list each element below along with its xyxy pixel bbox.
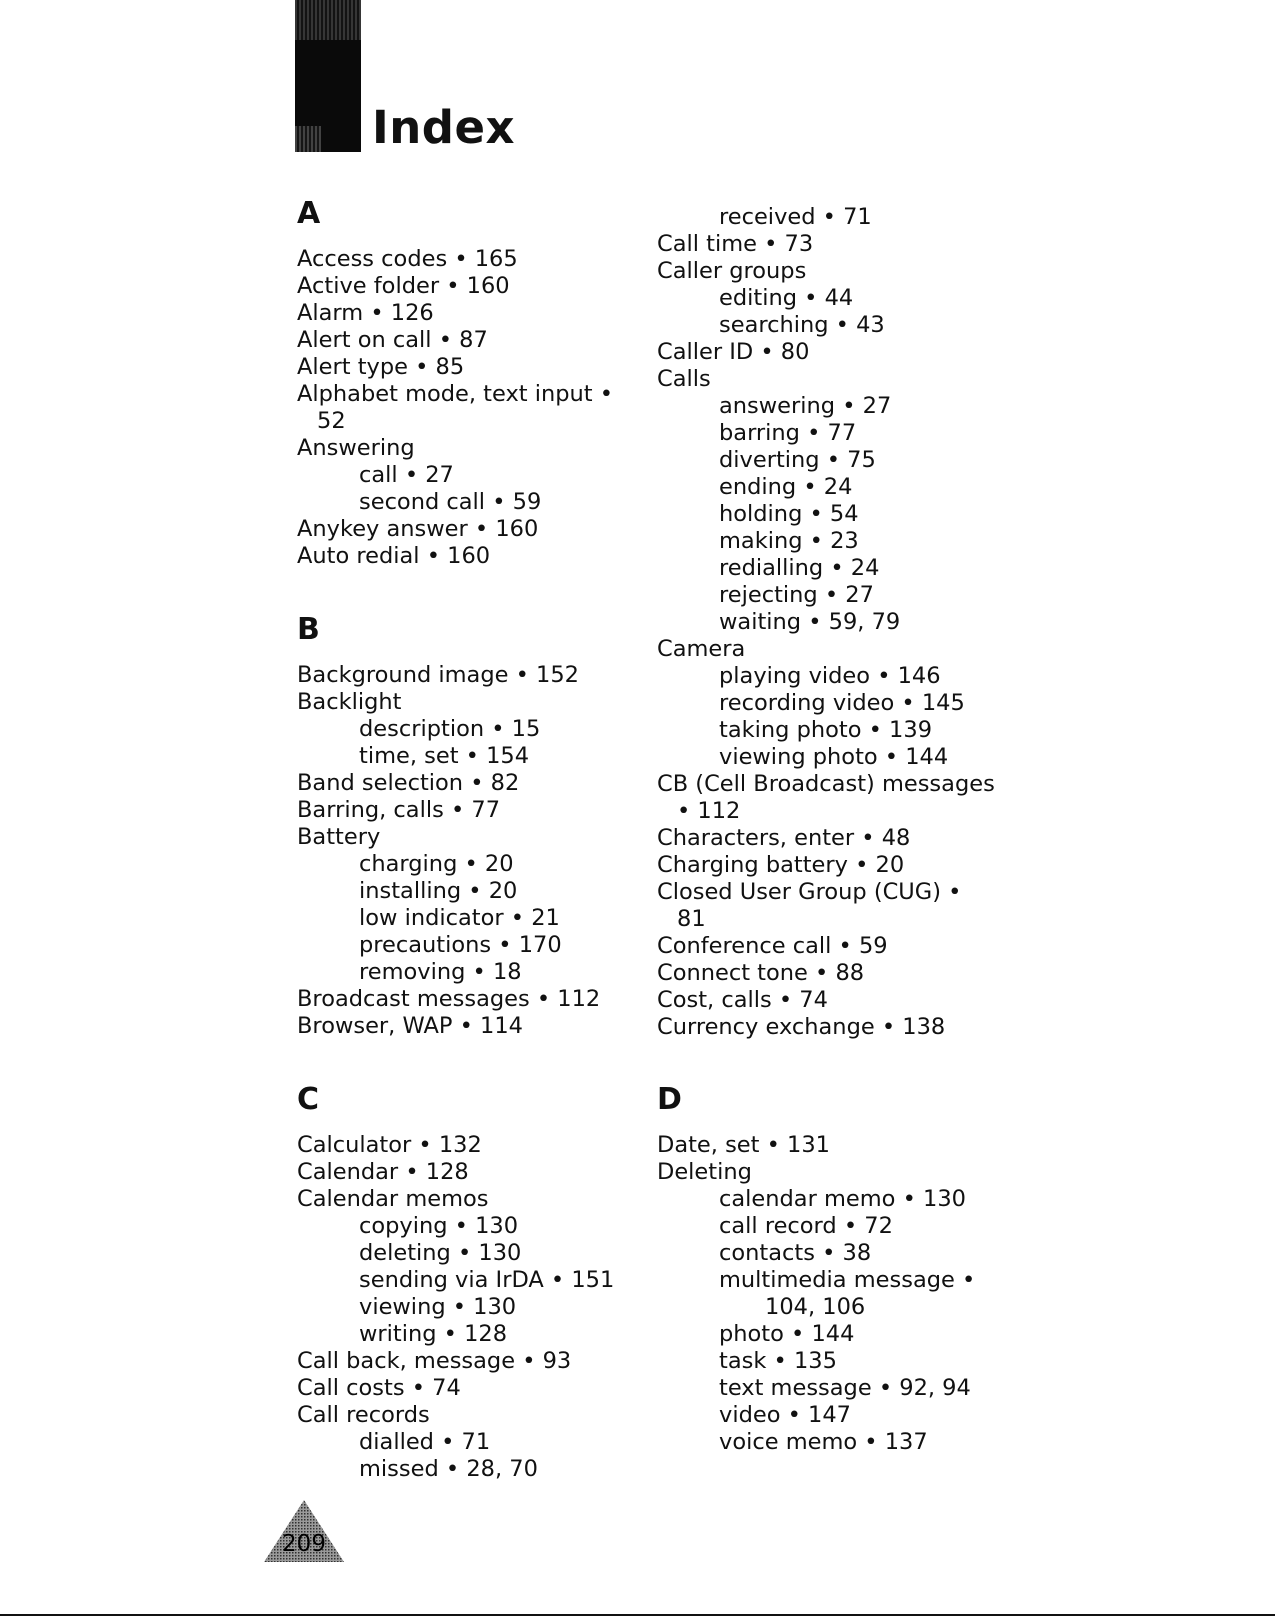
- index-subentry: call record • 72: [719, 1213, 893, 1239]
- index-subentry: copying • 130: [359, 1213, 519, 1239]
- title-block-graphic: [295, 0, 361, 152]
- index-entry-continuation: • 112: [677, 798, 741, 824]
- index-entry: Date, set • 131: [657, 1132, 830, 1158]
- index-entry: Broadcast messages • 112: [297, 986, 601, 1012]
- index-subentry: multimedia message •: [719, 1267, 976, 1293]
- index-entry: Caller groups: [657, 258, 807, 284]
- index-entry: Deleting: [657, 1159, 752, 1185]
- index-subentry-continuation: 104, 106: [765, 1294, 866, 1320]
- index-subentry: recording video • 145: [719, 690, 965, 716]
- index-subentry: viewing photo • 144: [719, 744, 949, 770]
- index-subentry: missed • 28, 70: [359, 1456, 538, 1482]
- index-subentry: installing • 20: [359, 878, 518, 904]
- index-entry: Calls: [657, 366, 711, 392]
- title-block-texture: [295, 126, 321, 152]
- index-entry: Call back, message • 93: [297, 1348, 572, 1374]
- index-entry: Battery: [297, 824, 381, 850]
- index-entry: Background image • 152: [297, 662, 579, 688]
- index-entry: Calendar memos: [297, 1186, 489, 1212]
- index-subentry: waiting • 59, 79: [719, 609, 901, 635]
- index-subentry: deleting • 130: [359, 1240, 522, 1266]
- index-subentry: dialled • 71: [359, 1429, 491, 1455]
- index-subentry: removing • 18: [359, 959, 522, 985]
- index-entry: Currency exchange • 138: [657, 1014, 946, 1040]
- page-title: Index: [372, 101, 516, 154]
- index-subentry: ending • 24: [719, 474, 853, 500]
- index-subentry: received • 71: [719, 204, 872, 230]
- index-entry-continuation: 81: [677, 906, 706, 932]
- index-entry: Anykey answer • 160: [297, 516, 539, 542]
- index-entry: Active folder • 160: [297, 273, 510, 299]
- index-entry: Calendar • 128: [297, 1159, 469, 1185]
- index-entry: Caller ID • 80: [657, 339, 810, 365]
- index-entry: Call time • 73: [657, 231, 814, 257]
- index-entry: Characters, enter • 48: [657, 825, 911, 851]
- index-entry: Alphabet mode, text input •: [297, 381, 614, 407]
- index-subentry: time, set • 154: [359, 743, 530, 769]
- index-entry: Band selection • 82: [297, 770, 520, 796]
- index-entry: Answering: [297, 435, 415, 461]
- index-subentry: video • 147: [719, 1402, 851, 1428]
- index-subentry: description • 15: [359, 716, 541, 742]
- index-subentry: rejecting • 27: [719, 582, 874, 608]
- index-subentry: holding • 54: [719, 501, 859, 527]
- index-subentry: making • 23: [719, 528, 859, 554]
- index-subentry: answering • 27: [719, 393, 892, 419]
- title-block-texture: [295, 0, 361, 40]
- index-subentry: precautions • 170: [359, 932, 562, 958]
- index-entry: Charging battery • 20: [657, 852, 905, 878]
- index-entry: Auto redial • 160: [297, 543, 491, 569]
- index-entry: Backlight: [297, 689, 402, 715]
- index-subentry: taking photo • 139: [719, 717, 933, 743]
- index-subentry: writing • 128: [359, 1321, 508, 1347]
- index-subentry: searching • 43: [719, 312, 885, 338]
- section-letter-c: C: [297, 1082, 320, 1117]
- index-subentry: playing video • 146: [719, 663, 941, 689]
- index-subentry: low indicator • 21: [359, 905, 560, 931]
- index-entry: Alert on call • 87: [297, 327, 488, 353]
- index-subentry: sending via IrDA • 151: [359, 1267, 615, 1293]
- index-entry-continuation: 52: [317, 408, 346, 434]
- index-subentry: editing • 44: [719, 285, 854, 311]
- index-entry: CB (Cell Broadcast) messages: [657, 771, 995, 797]
- index-entry: Cost, calls • 74: [657, 987, 828, 1013]
- index-subentry: call • 27: [359, 462, 454, 488]
- index-entry: Calculator • 132: [297, 1132, 482, 1158]
- bottom-rule: [0, 1614, 1275, 1616]
- index-entry: Access codes • 165: [297, 246, 518, 272]
- index-entry: Closed User Group (CUG) •: [657, 879, 962, 905]
- index-entry: Conference call • 59: [657, 933, 888, 959]
- index-entry: Call records: [297, 1402, 430, 1428]
- section-letter-b: B: [297, 612, 320, 647]
- index-entry: Barring, calls • 77: [297, 797, 501, 823]
- index-subentry: viewing • 130: [359, 1294, 517, 1320]
- section-letter-d: D: [657, 1082, 682, 1117]
- index-subentry: redialling • 24: [719, 555, 880, 581]
- index-subentry: charging • 20: [359, 851, 514, 877]
- index-entry: Browser, WAP • 114: [297, 1013, 523, 1039]
- index-subentry: photo • 144: [719, 1321, 855, 1347]
- index-entry: Alarm • 126: [297, 300, 434, 326]
- page-number: 209: [282, 1531, 326, 1557]
- index-subentry: second call • 59: [359, 489, 542, 515]
- index-entry: Call costs • 74: [297, 1375, 461, 1401]
- index-subentry: voice memo • 137: [719, 1429, 928, 1455]
- index-subentry: text message • 92, 94: [719, 1375, 971, 1401]
- index-subentry: calendar memo • 130: [719, 1186, 966, 1212]
- section-letter-a: A: [297, 196, 321, 231]
- index-entry: Camera: [657, 636, 746, 662]
- index-subentry: barring • 77: [719, 420, 857, 446]
- index-entry: Alert type • 85: [297, 354, 465, 380]
- index-subentry: diverting • 75: [719, 447, 876, 473]
- index-subentry: task • 135: [719, 1348, 837, 1374]
- index-entry: Connect tone • 88: [657, 960, 865, 986]
- index-subentry: contacts • 38: [719, 1240, 872, 1266]
